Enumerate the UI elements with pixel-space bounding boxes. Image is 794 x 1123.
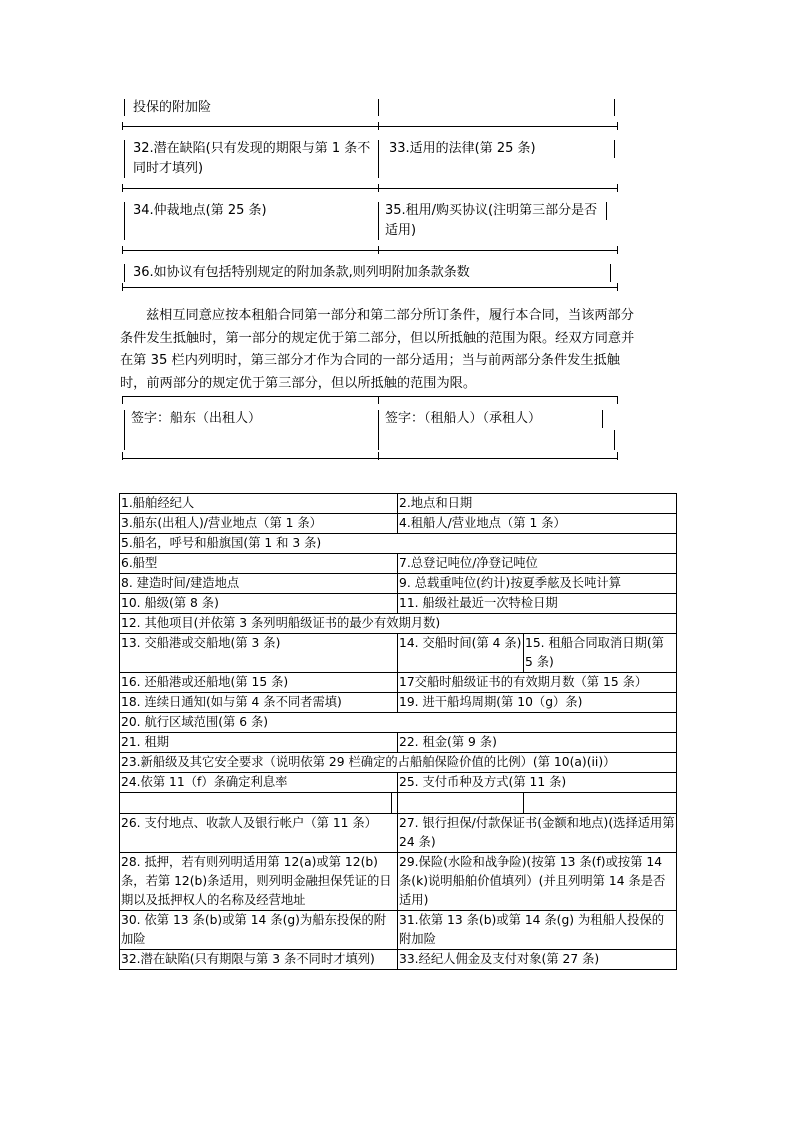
cell-tonnage: 7.总登记吨位/净登记吨位 [398,554,677,574]
cell-cancelling-date: 15. 租船合同取消日期(第 5 条) [524,634,677,673]
border-tick [378,452,379,460]
upper-row4: 36.如协议有包括特别规定的附加条款,则列明附加条款条数 [133,265,470,280]
border-tick [122,452,123,460]
border-bar [614,99,615,116]
border-tick [617,122,618,130]
row-divider [122,188,618,189]
row-divider [122,287,618,288]
border-bar [124,202,125,240]
signature-owner: 签字：船东（出租人） [131,411,262,426]
border-tick [122,246,123,254]
cell-place-date: 2.地点和日期 [398,494,677,514]
cell-blank [398,793,524,814]
upper-row3-left: 34.仲裁地点(第 25 条) [133,203,267,218]
row-divider [122,458,618,459]
cell-survey-date: 11. 船级社最近一次特检日期 [398,594,677,614]
cell-insurance: 29.保险(水险和战争险)(按第 13 条(f)或按第 14 条(k)说明船舶价值填列）(并且列明第 14 条是否适用) [398,853,677,911]
cell-vessel-type: 6.船型 [120,554,398,574]
table-row [120,911,677,950]
border-bar [602,410,603,428]
cell-deadweight: 9. 总载重吨位(约计)按夏季舷及长吨计算 [398,574,677,594]
cell-brokerage: 33.经纪人佣金及支付对象(第 27 条) [398,950,677,970]
border-bar [614,430,615,450]
row-divider [122,396,618,397]
table-row [120,693,677,713]
cell-built: 8. 建造时间/建造地点 [120,574,398,594]
table-row [120,574,677,594]
cell-notice: 18. 连续日通知(如与第 4 条不同者需填) [120,693,398,713]
cell-currency: 25. 支付币种及方式(第 11 条) [398,773,677,793]
cell-class-validity: 17交船时船级证书的有效期月数（第 15 条） [398,673,677,693]
table-row [120,753,677,773]
border-bar [378,410,379,450]
upper-row2-left: 32.潜在缺陷(只有发现的期限与第 1 条不同时才填列) [133,141,371,176]
cell-owners-insurance: 30. 依第 13 条(b)或第 14 条(g)为船东投保的附加险 [120,911,398,950]
border-bar [606,202,607,220]
table-row [120,713,677,733]
border-bar [378,202,379,240]
agreement-paragraph: 兹相互同意应按本租船合同第一部分和第二部分所订条件，履行本合同，当该两部分条件发生抵触时，第一部分的规定优于第二部分，但以所抵触的范围为限。经双方同意并在第 35 栏内列明时，第三部分才作为合同的一部分适用；当与前两部分条件发生抵触时，前两部分的规定优于第三部分，但以所抵触的范围为限。 [120,308,635,391]
border-bar [124,140,125,178]
border-tick [378,396,379,404]
cell-bank-guarantee: 27. 银行担保/付款保证书(金额和地点)(选择适用第 24 条) [398,814,677,853]
table-row [120,634,677,673]
border-tick [378,184,379,192]
upper-row1-left: 投保的附加险 [133,100,212,115]
cell-period: 21. 租期 [120,733,398,753]
table-row [120,814,677,853]
border-bar [124,99,125,116]
border-tick [122,122,123,130]
border-tick [617,396,618,404]
border-tick [378,246,379,254]
border-bar [124,410,125,450]
table-row [120,594,677,614]
cell-latent-defects: 32.潜在缺陷(只有期限与第 3 条不同时才填列) [120,950,398,970]
upper-row2-right: 33.适用的法律(第 25 条) [389,141,536,156]
charter-form-table [119,493,677,970]
upper-row3-right: 35.租用/购买协议(注明第三部分是否适用) [385,203,598,238]
cell-delivery-time: 14. 交船时间(第 4 条) [398,634,524,673]
cell-redelivery-port: 16. 还船港或还船地(第 15 条) [120,673,398,693]
border-tick [617,452,618,460]
cell-interest-rate: 24.依第 11（f）条确定利息率 [120,773,398,793]
table-row [120,950,677,970]
border-tick [122,283,123,291]
table-row [120,494,677,514]
cell-hire: 22. 租金(第 9 条) [398,733,677,753]
table-row [120,733,677,753]
cell-payment-place: 26. 支付地点、收款人及银行帐户（第 11 条） [120,814,398,853]
row-divider [122,250,618,251]
border-tick [122,396,123,404]
cell-blank [524,793,677,814]
border-bar [378,99,379,116]
cell-charterers: 4.租船人/营业地点（第 1 条） [398,514,677,534]
table-row [120,853,677,911]
table-row [120,793,677,814]
table-row [120,673,677,693]
cell-mortgage: 28. 抵押，若有则列明适用第 12(a)或第 12(b)条，若第 12(b)条适用，则列明金融担保凭证的日期以及抵押权人的名称及经营地址 [120,853,398,911]
table-row [120,773,677,793]
row-divider [122,126,618,127]
cell-owners: 3.船东(出租人)/营业地点（第 1 条） [120,514,398,534]
border-tick [617,246,618,254]
border-tick [617,283,618,291]
border-tick [378,122,379,130]
cell-drydock: 19. 进干船坞周期(第 10（g）条) [398,693,677,713]
table-row [120,534,677,554]
border-bar [124,264,125,282]
table-row [120,614,677,634]
cell-new-class: 23.新船级及其它安全要求（说明依第 29 栏确定的占船舶保险价值的比例）(第 10(a)(ii)） [120,753,677,773]
cell-other-particulars: 12. 其他项目(并依第 3 条列明船级证书的最少有效期月数) [120,614,677,634]
cell-trading-limits: 20. 航行区域范围(第 6 条) [120,713,677,733]
cell-blank [120,793,392,814]
border-bar [610,264,611,282]
table-row [120,554,677,574]
cell-delivery-port: 13. 交船港或交船地(第 3 条) [120,634,398,673]
cell-charterers-insurance: 31.依第 13 条(b)或第 14 条(g) 为租船人投保的附加险 [398,911,677,950]
border-bar [378,140,379,178]
border-tick [617,184,618,192]
signature-charterer: 签字：（租船人）（承租人） [385,411,542,426]
cell-broker: 1.船舶经纪人 [120,494,398,514]
cell-vessel-name: 5.船名，呼号和船旗国(第 1 和 3 条) [120,534,677,554]
border-tick [122,184,123,192]
table-row [120,514,677,534]
cell-class: 10. 船级(第 8 条) [120,594,398,614]
border-bar [614,140,615,158]
